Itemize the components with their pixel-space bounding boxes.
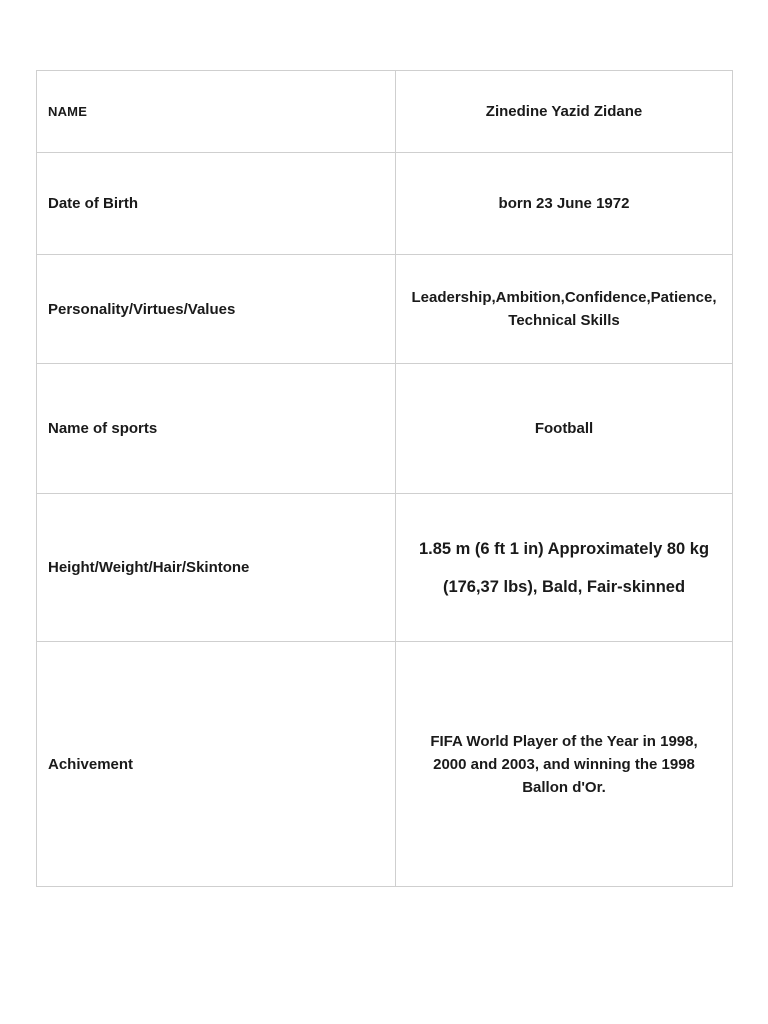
table-row-personality — [37, 255, 733, 364]
physical-value-line-2: (176,37 lbs), Bald, Fair-skinned — [442, 577, 686, 596]
achievement-value-line-2: 2000 and 2003, and winning the 1998 — [433, 755, 695, 773]
sport-value: Football — [396, 364, 733, 494]
physical-value — [396, 494, 733, 642]
personality-value-line-1: Leadership,Ambition,Confidence,Patience, — [411, 289, 717, 306]
table-row-sport — [37, 364, 733, 494]
physical-value-line-1: 1.85 m (6 ft 1 in) Approximately 80 kg — [418, 539, 710, 558]
table-row-name — [37, 71, 733, 153]
achievement-value-line-3: Ballon d'Or. — [522, 778, 606, 796]
date-of-birth-value: born 23 June 1972 — [396, 153, 733, 255]
personality-value — [396, 255, 733, 364]
physical-label: Height/Weight/Hair/Skintone — [37, 494, 396, 642]
name-value: Zinedine Yazid Zidane — [396, 71, 733, 153]
achievement-label: Achivement — [37, 642, 396, 887]
achievement-value — [396, 642, 733, 887]
profile-table — [36, 70, 733, 887]
sport-label: Name of sports — [37, 364, 396, 494]
date-of-birth-label: Date of Birth — [37, 153, 396, 255]
table-row-achievement — [37, 642, 733, 887]
personality-label: Personality/Virtues/Values — [37, 255, 396, 364]
name-label: NAME — [37, 71, 396, 153]
table-row-date-of-birth — [37, 153, 733, 255]
achievement-value-line-1: FIFA World Player of the Year in 1998, — [430, 732, 698, 750]
table-row-physical — [37, 494, 733, 642]
personality-value-line-2: Technical Skills — [508, 312, 620, 329]
